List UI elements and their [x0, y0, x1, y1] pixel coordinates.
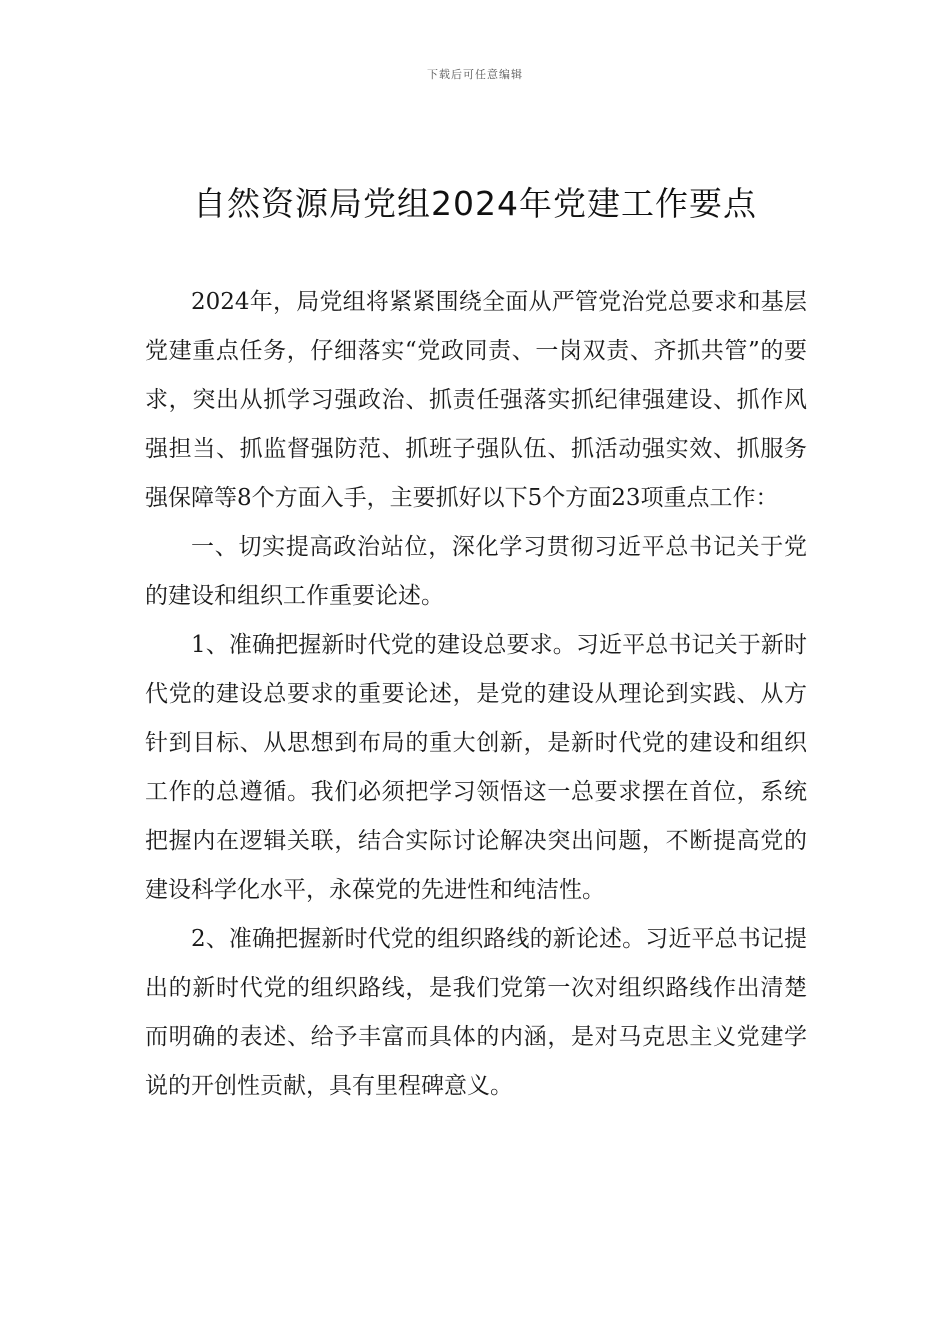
header-note: 下载后可任意编辑	[427, 68, 523, 81]
document-title: 自然资源局党组2024年党建工作要点	[193, 184, 757, 223]
paragraph-section-1-heading: 一、切实提高政治站位，深化学习贯彻习近平总书记关于党的建设和组织工作重要论述。	[145, 534, 807, 609]
document-body	[145, 278, 807, 1111]
paragraph-item-2: 2、准确把握新时代党的组织路线的新论述。习近平总书记提出的新时代党的组织路线，是我们党第一次对组织路线作出清楚而明确的表述、给予丰富而具体的内涵，是对马克思主义党建学说的开创性贡献，具有里程碑意义。	[145, 926, 807, 1099]
paragraph-item-1: 1、准确把握新时代党的建设总要求。习近平总书记关于新时代党的建设总要求的重要论述，是党的建设从理论到实践、从方针到目标、从思想到布局的重大创新，是新时代党的建设和组织工作的总遵循。我们必须把学习领悟这一总要求摆在首位，系统把握内在逻辑关联，结合实际讨论解决突出问题，不断提高党的建设科学化水平，永葆党的先进性和纯洁性。	[145, 632, 807, 903]
paragraph-intro: 2024年，局党组将紧紧围绕全面从严管党治党总要求和基层党建重点任务，仔细落实“党政同责、一岗双责、齐抓共管”的要求，突出从抓学习强政治、抓责任强落实抓纪律强建设、抓作风强担当、抓监督强防范、抓班子强队伍、抓活动强实效、抓服务强保障等8个方面入手，主要抓好以下5个方面23项重点工作：	[145, 289, 807, 511]
